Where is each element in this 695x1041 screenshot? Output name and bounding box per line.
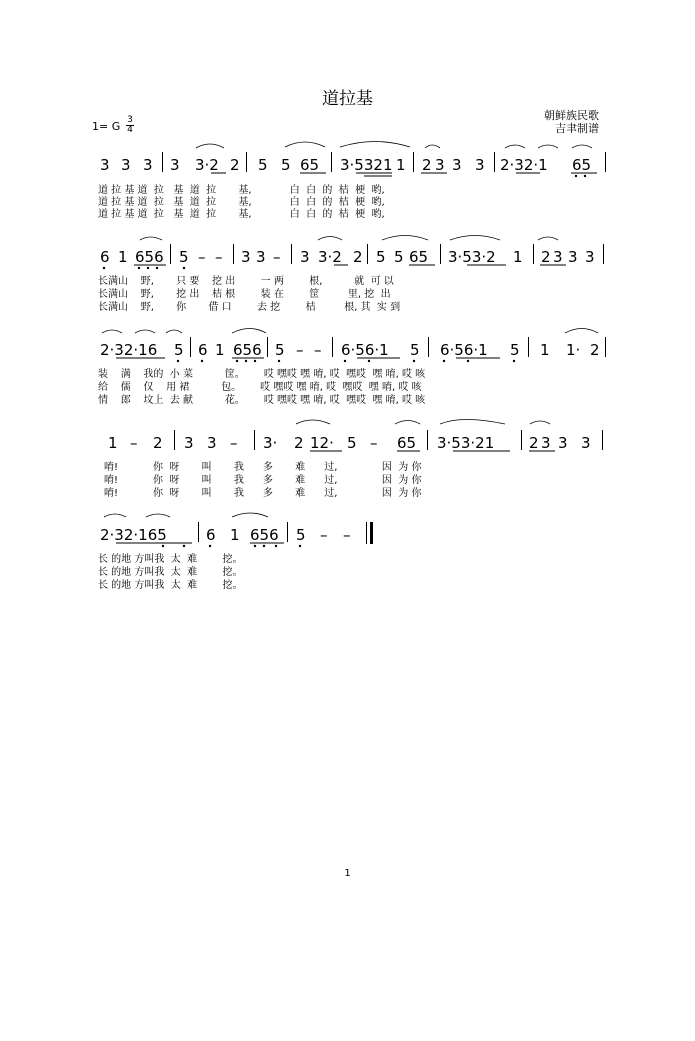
octave-dot — [156, 267, 158, 269]
note: – — [273, 248, 281, 266]
slur — [104, 514, 126, 517]
octave-dot — [209, 545, 211, 547]
slur — [146, 514, 170, 517]
slur — [135, 330, 155, 333]
note: 3 — [541, 434, 551, 452]
octave-dot — [278, 360, 280, 362]
note: 3 — [241, 248, 251, 266]
note: 5 — [179, 248, 189, 266]
note: 1 — [215, 341, 225, 359]
time-signature-top: 3 — [127, 115, 133, 125]
note: 6 — [198, 341, 208, 359]
lyric-line-3: 道 拉 基 道 拉 基 道 拉 基, 白 白 的 桔 梗 哟, — [98, 209, 385, 220]
note: 3 — [452, 156, 462, 174]
lyric-line-1: 道 拉 基 道 拉 基 道 拉 基, 白 白 的 桔 梗 哟, — [98, 185, 385, 196]
note: 3 — [143, 156, 153, 174]
octave-dot — [236, 360, 238, 362]
lyric-line-3: 长 的地 方叫我 太 难 挖。 — [98, 580, 243, 591]
note: 1 — [540, 341, 550, 359]
note: 3 — [100, 156, 110, 174]
note: – — [314, 341, 322, 359]
note: 1 — [108, 434, 118, 452]
note: 2 — [590, 341, 600, 359]
lyric-line-3: 唷! 你 呀 叫 我 多 难 过, 因 为 你 — [104, 488, 422, 499]
slur — [166, 330, 182, 333]
octave-dot — [103, 267, 105, 269]
note: 656 — [250, 526, 279, 544]
note: 1 — [230, 526, 240, 544]
note: 65 — [409, 248, 429, 266]
lyric-line-1: 长 的地 方叫我 太 难 挖。 — [98, 554, 243, 565]
note: – — [343, 526, 351, 544]
slur — [538, 145, 558, 148]
note: 3 — [256, 248, 266, 266]
slur — [530, 421, 550, 424]
octave-dot — [275, 545, 277, 547]
note: 3 — [300, 248, 310, 266]
lyric-line-2: 长 的地 方叫我 太 难 挖。 — [98, 567, 243, 578]
slur — [450, 236, 500, 241]
lyric-line-2: 长满山 野, 挖 出 桔 根 装 在 筐 里, 挖 出 — [98, 289, 391, 300]
octave-dot — [147, 267, 149, 269]
lyric-line-1: 装 满 我的 小 菜 筐。 哎 嘿哎 嘿 唷, 哎 嘿哎 嘿 唷, 哎 咳 — [98, 369, 426, 380]
note: 5 — [376, 248, 386, 266]
note: 1 — [118, 248, 128, 266]
note: – — [370, 434, 378, 452]
note: 1 — [513, 248, 523, 266]
note: – — [296, 341, 304, 359]
slur — [296, 420, 330, 424]
octave-dot — [177, 360, 179, 362]
note: 1· — [566, 341, 581, 359]
note: 656 — [233, 341, 262, 359]
octave-dot — [344, 360, 346, 362]
lyric-line-2: 道 拉 基 道 拉 基 道 拉 基, 白 白 的 桔 梗 哟, — [98, 197, 385, 208]
slur — [440, 420, 505, 425]
slur — [565, 329, 598, 334]
note: 5 — [174, 341, 184, 359]
note: 2 — [422, 156, 432, 174]
note: 3·2 — [318, 248, 342, 266]
octave-dot — [584, 175, 586, 177]
note: 2 — [353, 248, 363, 266]
song-origin: 朝鲜族民歌 — [544, 109, 599, 122]
note: 3 — [568, 248, 578, 266]
slur — [572, 145, 592, 148]
slur — [232, 513, 268, 517]
note: 3 — [184, 434, 194, 452]
lyric-line-1: 唷! 你 呀 叫 我 多 难 过, 因 为 你 — [104, 462, 422, 473]
lyric-line-1: 长满山 野, 只 要 挖 出 一 两 根, 就 可 以 — [98, 276, 394, 287]
note: 3·5321 — [340, 156, 393, 174]
note: 5 — [258, 156, 268, 174]
note: 65 — [397, 434, 417, 452]
key-signature: 1= G — [92, 120, 121, 133]
slur — [505, 145, 525, 148]
note: 3 — [558, 434, 568, 452]
octave-dot — [575, 175, 577, 177]
octave-dot — [413, 360, 415, 362]
octave-dot — [263, 545, 265, 547]
note: 2 — [153, 434, 163, 452]
note: 65 — [300, 156, 320, 174]
note: 12· — [310, 434, 334, 452]
note: – — [130, 434, 138, 452]
note: 5 — [275, 341, 285, 359]
note: 1 — [396, 156, 406, 174]
slur — [538, 237, 558, 240]
slur — [196, 144, 224, 148]
octave-dot — [443, 360, 445, 362]
note: 3 — [585, 248, 595, 266]
note: – — [230, 434, 238, 452]
note: 3· — [263, 434, 278, 452]
octave-dot — [183, 545, 185, 547]
note: 2·32·165 — [100, 526, 167, 544]
note: 2 — [541, 248, 551, 266]
slur — [318, 237, 342, 241]
slur — [102, 330, 122, 333]
note: 2 — [529, 434, 539, 452]
note: 2·32·16 — [100, 341, 158, 359]
note: 3 — [170, 156, 180, 174]
note: 2 — [294, 434, 304, 452]
slur — [340, 142, 410, 148]
note: 2·32·1 — [500, 156, 548, 174]
note: 5 — [347, 434, 357, 452]
page-number: 1 — [344, 868, 351, 879]
time-signature-bottom: 4 — [127, 125, 133, 135]
note: 65 — [572, 156, 592, 174]
octave-dot — [254, 545, 256, 547]
slur — [232, 329, 266, 334]
note: 6 — [100, 248, 110, 266]
note: 3·2 — [195, 156, 219, 174]
octave-dot — [254, 360, 256, 362]
octave-dot — [467, 360, 469, 362]
note: 5 — [296, 526, 306, 544]
song-title: 道拉基 — [322, 89, 373, 109]
octave-dot — [183, 267, 185, 269]
note: 2 — [230, 156, 240, 174]
note: 6·56·1 — [440, 341, 488, 359]
note: – — [198, 248, 206, 266]
octave-dot — [162, 545, 164, 547]
note: 5 — [394, 248, 404, 266]
note: 3 — [207, 434, 217, 452]
song-arranger: 吉聿制谱 — [555, 122, 599, 135]
note: 656 — [135, 248, 164, 266]
octave-dot — [299, 545, 301, 547]
lyric-line-3: 情 郎 坟上 去 献 花。 哎 嘿哎 嘿 唷, 哎 嘿哎 嘿 唷, 哎 咳 — [98, 395, 426, 406]
note: 5 — [410, 341, 420, 359]
note: 3 — [435, 156, 445, 174]
lyric-line-2: 唷! 你 呀 叫 我 多 难 过, 因 为 你 — [104, 475, 422, 486]
octave-dot — [368, 360, 370, 362]
note: 6·56·1 — [341, 341, 389, 359]
note: 3 — [475, 156, 485, 174]
slur — [140, 237, 162, 240]
slur — [382, 236, 428, 241]
note: 3 — [581, 434, 591, 452]
note: 3·53·2 — [448, 248, 496, 266]
slur — [285, 142, 325, 147]
octave-dot — [201, 360, 203, 362]
slur — [425, 145, 440, 148]
note: 6 — [206, 526, 216, 544]
note: 3 — [553, 248, 563, 266]
note: – — [320, 526, 328, 544]
octave-dot — [138, 267, 140, 269]
lyric-line-2: 给 儒 仅 用 裙 包。 哎 嘿哎 嘿 唷, 哎 嘿哎 嘿 唷, 哎 咳 — [98, 382, 422, 393]
lyric-line-3: 长满山 野, 你 借 口 去 挖 桔 根, 其 实 到 — [98, 302, 401, 313]
slur — [395, 421, 420, 425]
octave-dot — [245, 360, 247, 362]
note: 3 — [121, 156, 131, 174]
note: 5 — [281, 156, 291, 174]
note: 5 — [510, 341, 520, 359]
octave-dot — [513, 360, 515, 362]
note: 3·53·21 — [437, 434, 495, 452]
note: – — [215, 248, 223, 266]
